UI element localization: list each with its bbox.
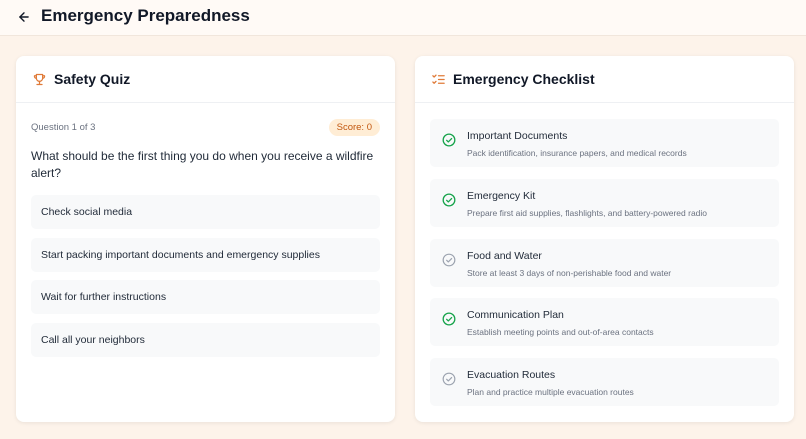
- app-header: [0, 0, 806, 36]
- checklist-item-desc: Store at least 3 days of non-perishable food and water: [467, 268, 672, 278]
- back-button[interactable]: [15, 8, 33, 26]
- answer-option[interactable]: Start packing important documents and emergency supplies: [31, 238, 380, 272]
- score-badge: Score: 0: [329, 119, 380, 136]
- checklist-item-title: Emergency Kit: [467, 190, 536, 202]
- list-checks-icon: [430, 71, 446, 87]
- check-circle-icon: [442, 312, 456, 326]
- quiz-title: Safety Quiz: [54, 71, 131, 87]
- checklist-item-title: Evacuation Routes: [467, 369, 556, 381]
- checklist-item-title: Food and Water: [467, 250, 542, 262]
- trophy-icon: [31, 71, 47, 87]
- emergency-checklist-card: [415, 56, 794, 422]
- checklist-item-desc: Pack identification, insurance papers, and medical records: [467, 148, 687, 158]
- question-counter: Question 1 of 3: [31, 121, 96, 133]
- arrow-left-icon: [17, 10, 31, 24]
- check-circle-icon: [442, 193, 456, 207]
- safety-quiz-card: [16, 56, 395, 422]
- question-text: What should be the first thing you do when you receive a wildfire alert?: [31, 149, 374, 180]
- checklist-item[interactable]: [430, 179, 779, 227]
- answer-option[interactable]: Call all your neighbors: [31, 323, 380, 357]
- quiz-card-header: [16, 56, 395, 103]
- checklist-title: Emergency Checklist: [453, 71, 595, 87]
- page-title: Emergency Preparedness: [41, 6, 250, 25]
- answer-option[interactable]: Check social media: [31, 195, 380, 229]
- checklist-item[interactable]: [430, 119, 779, 167]
- answer-option[interactable]: Wait for further instructions: [31, 280, 380, 314]
- checklist-item[interactable]: [430, 298, 779, 346]
- quiz-meta: [31, 118, 380, 136]
- pending-check-circle-icon: [442, 372, 456, 386]
- checklist-item[interactable]: [430, 239, 779, 287]
- checklist-item-desc: Prepare first aid supplies, flashlights, and battery-powered radio: [467, 208, 708, 218]
- checklist-item-title: Important Documents: [467, 130, 568, 142]
- checklist-item-desc: Establish meeting points and out-of-area contacts: [467, 327, 654, 337]
- checklist-item-desc: Plan and practice multiple evacuation routes: [467, 387, 634, 397]
- checklist-item[interactable]: [430, 358, 779, 406]
- check-circle-icon: [442, 133, 456, 147]
- checklist-item-title: Communication Plan: [467, 309, 564, 321]
- pending-check-circle-icon: [442, 253, 456, 267]
- checklist-card-header: [415, 56, 794, 103]
